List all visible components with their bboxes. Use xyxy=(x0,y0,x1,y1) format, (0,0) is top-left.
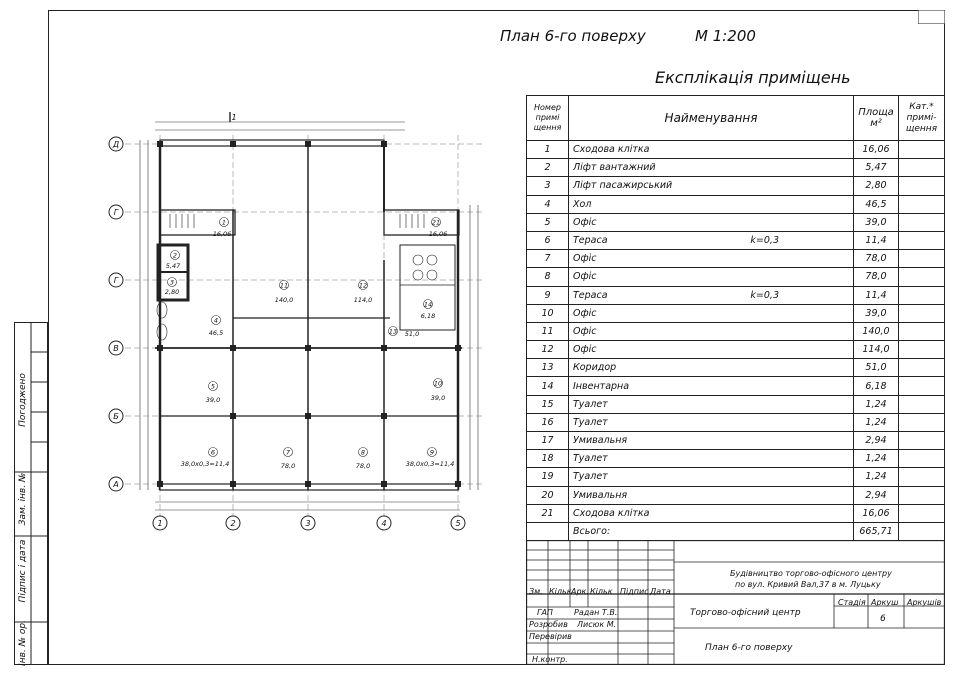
room-category xyxy=(899,377,945,395)
explication-row xyxy=(527,450,945,468)
explication-row xyxy=(527,159,945,177)
explication-row xyxy=(527,468,945,486)
room-name: Офіс xyxy=(569,213,854,231)
total-label: Всього: xyxy=(569,522,854,540)
room-area-3: 2,80 xyxy=(164,288,180,296)
room-area: 39,0 xyxy=(854,304,899,322)
header-category: Кат.* примі- щення xyxy=(899,96,945,141)
room-category xyxy=(899,413,945,431)
room-name: Інвентарна xyxy=(569,377,854,395)
explication-row xyxy=(527,213,945,231)
room-area-4: 46,5 xyxy=(208,329,224,337)
explication-row xyxy=(527,377,945,395)
floor-plan xyxy=(100,110,510,540)
explication-row xyxy=(527,504,945,522)
room-number-6: 6 xyxy=(210,448,216,457)
explication-row xyxy=(527,341,945,359)
total-row xyxy=(527,522,945,540)
room-area-8: 78,0 xyxy=(355,462,371,470)
axis-label-2: 2 xyxy=(230,519,236,528)
room-area: 51,0 xyxy=(854,359,899,377)
room-number: 10 xyxy=(527,304,569,322)
room-area: 78,0 xyxy=(854,250,899,268)
room-area-6: 38,0х0,3=11,4 xyxy=(180,460,230,468)
room-number-1: 1 xyxy=(221,218,227,227)
room-area: 11,4 xyxy=(854,231,899,249)
room-category xyxy=(899,159,945,177)
room-number-10: 10 xyxy=(433,379,443,388)
axis-label-5: 5 xyxy=(455,519,461,528)
header-area: Площа м² xyxy=(854,96,899,141)
room-area-7: 78,0 xyxy=(280,462,296,470)
plan-columns xyxy=(157,141,461,487)
side-replaced-label: Зам. інв. № xyxy=(18,472,28,526)
room-number-5: 5 xyxy=(210,382,216,391)
room-number-11: 11 xyxy=(279,281,289,290)
room-area: 16,06 xyxy=(854,141,899,159)
room-number-21: 21 xyxy=(431,218,441,227)
room-area-1: 16,06 xyxy=(212,230,232,238)
room-name: Туалет xyxy=(569,395,854,413)
room-area: 114,0 xyxy=(854,341,899,359)
object-name: Торгово-офісний центр xyxy=(690,608,801,618)
room-area: 2,80 xyxy=(854,177,899,195)
explication-row xyxy=(527,395,945,413)
room-name: Туалет xyxy=(569,468,854,486)
room-number: 8 xyxy=(527,268,569,286)
room-name: Умивальня xyxy=(569,432,854,450)
room-area: 1,24 xyxy=(854,395,899,413)
room-area-5: 39,0 xyxy=(205,396,221,404)
room-number: 3 xyxy=(527,177,569,195)
room-number: 5 xyxy=(527,213,569,231)
room-area-12: 114,0 xyxy=(353,296,373,304)
col-change: Зм. xyxy=(529,587,543,596)
explication-row xyxy=(527,250,945,268)
room-number: 20 xyxy=(527,486,569,504)
room-area: 2,94 xyxy=(854,432,899,450)
explication-row xyxy=(527,268,945,286)
room-area-10: 39,0 xyxy=(430,394,446,402)
room-number-9: 9 xyxy=(429,448,435,457)
room-number: 14 xyxy=(527,377,569,395)
room-area: 2,94 xyxy=(854,486,899,504)
drawing-scale: М 1:200 xyxy=(695,27,756,45)
room-category xyxy=(899,195,945,213)
axis-label-4: 4 xyxy=(381,519,387,528)
corner-mark xyxy=(918,10,945,24)
header-name: Найменування xyxy=(569,96,854,141)
axis-label-g2: Г xyxy=(113,276,119,285)
axis-label-v: В xyxy=(113,344,119,353)
room-number: 12 xyxy=(527,341,569,359)
room-area: 1,24 xyxy=(854,413,899,431)
plan-walls xyxy=(155,140,462,490)
col-count: Кільк xyxy=(549,587,572,596)
room-category xyxy=(899,213,945,231)
room-number: 15 xyxy=(527,395,569,413)
sheets-label: Аркушів xyxy=(907,598,942,607)
col-doc: Кільк xyxy=(590,587,613,596)
room-name: Сходова клітка xyxy=(569,504,854,522)
section-mark: 1 xyxy=(231,113,237,122)
room-area: 16,06 xyxy=(854,504,899,522)
room-name: Коридор xyxy=(569,359,854,377)
room-category xyxy=(899,141,945,159)
explication-row xyxy=(527,177,945,195)
explication-row xyxy=(527,304,945,322)
room-number-12: 12 xyxy=(358,281,368,290)
explication-row xyxy=(527,286,945,304)
room-name: Офіс xyxy=(569,268,854,286)
room-name: Офіс xyxy=(569,304,854,322)
room-area-2: 5,47 xyxy=(165,262,181,270)
name-developed: Лисюк М. xyxy=(577,620,617,629)
explication-row xyxy=(527,413,945,431)
room-area-13: 51,0 xyxy=(404,330,420,338)
side-agreed-label: Погоджено xyxy=(18,373,28,427)
total-area: 665,71 xyxy=(854,522,899,540)
room-area: 5,47 xyxy=(854,159,899,177)
room-name: Туалет xyxy=(569,450,854,468)
room-number: 2 xyxy=(527,159,569,177)
room-category xyxy=(899,468,945,486)
stage-label: Стадія xyxy=(838,598,866,607)
explication-row xyxy=(527,432,945,450)
col-sign: Підпис xyxy=(620,587,649,596)
room-category xyxy=(899,359,945,377)
room-number: 13 xyxy=(527,359,569,377)
room-category xyxy=(899,268,945,286)
room-category xyxy=(899,341,945,359)
axis-label-g1: Г xyxy=(113,208,119,217)
room-number-3: 3 xyxy=(169,278,175,287)
drawing-title: План 6-го поверху xyxy=(500,27,646,45)
room-name: Офіс xyxy=(569,341,854,359)
room-coefficient: k=0,3 xyxy=(750,289,779,301)
room-category xyxy=(899,322,945,340)
stairs xyxy=(170,214,424,228)
room-number: 21 xyxy=(527,504,569,522)
name-gap: Радан Т.В. xyxy=(574,608,618,617)
axis-label-d: Д xyxy=(112,140,120,149)
project-address: по вул. Кривий Вал,37 в м. Луцьку xyxy=(735,580,881,589)
room-category xyxy=(899,450,945,468)
room-number: 6 xyxy=(527,231,569,249)
room-name: Хол xyxy=(569,195,854,213)
room-name: Ліфт вантажний xyxy=(569,159,854,177)
room-number: 17 xyxy=(527,432,569,450)
room-number: 1 xyxy=(527,141,569,159)
side-inventory-label: Інв. № ор. xyxy=(18,620,28,666)
axis-label-b: Б xyxy=(113,412,119,421)
room-number: 7 xyxy=(527,250,569,268)
room-area-14: 6,18 xyxy=(420,312,436,320)
room-area: 1,24 xyxy=(854,468,899,486)
room-area-9: 38,0х0,3=11,4 xyxy=(405,460,455,468)
room-area-21: 16,06 xyxy=(428,230,448,238)
room-category xyxy=(899,177,945,195)
sheet-number: 6 xyxy=(880,614,886,624)
room-name: Тераса k=0,3 xyxy=(569,286,854,304)
room-number-2: 2 xyxy=(172,251,178,260)
room-category xyxy=(899,250,945,268)
axis-label-3: 3 xyxy=(305,519,311,528)
room-number: 4 xyxy=(527,195,569,213)
room-number: 11 xyxy=(527,322,569,340)
room-area: 78,0 xyxy=(854,268,899,286)
room-number-8: 8 xyxy=(360,448,366,457)
room-coefficient: k=0,3 xyxy=(750,235,779,247)
room-category xyxy=(899,432,945,450)
room-category xyxy=(899,395,945,413)
explication-table xyxy=(526,95,945,541)
room-number-4: 4 xyxy=(213,316,219,325)
room-number: 18 xyxy=(527,450,569,468)
room-name: Тераса k=0,3 xyxy=(569,231,854,249)
room-number: 19 xyxy=(527,468,569,486)
room-category xyxy=(899,504,945,522)
explication-row xyxy=(527,322,945,340)
room-area: 46,5 xyxy=(854,195,899,213)
room-category xyxy=(899,486,945,504)
room-name: Умивальня xyxy=(569,486,854,504)
explication-row xyxy=(527,231,945,249)
room-number: 16 xyxy=(527,413,569,431)
explication-row xyxy=(527,359,945,377)
room-number-7: 7 xyxy=(285,448,291,457)
explication-row xyxy=(527,141,945,159)
role-developed: Розробив xyxy=(529,620,568,629)
explication-title: Експлікація приміщень xyxy=(655,68,851,87)
project-name: Будівництво торгово-офісного центру xyxy=(730,569,892,578)
room-category xyxy=(899,304,945,322)
room-number-14: 14 xyxy=(423,300,433,309)
sheet-label: Аркуш xyxy=(871,598,899,607)
room-category xyxy=(899,286,945,304)
room-name: Офіс xyxy=(569,250,854,268)
room-name: Сходова клітка xyxy=(569,141,854,159)
room-area: 1,24 xyxy=(854,450,899,468)
room-area: 11,4 xyxy=(854,286,899,304)
room-name: Офіс xyxy=(569,322,854,340)
axis-label-1: 1 xyxy=(157,519,163,528)
dimension-lines xyxy=(140,112,478,510)
sheet-title: План 6-го поверху xyxy=(705,643,793,653)
room-number: 9 xyxy=(527,286,569,304)
role-gap: ГАП xyxy=(537,608,553,617)
explication-row xyxy=(527,486,945,504)
room-area: 6,18 xyxy=(854,377,899,395)
room-area: 39,0 xyxy=(854,213,899,231)
col-sheet: Арк. xyxy=(571,587,589,596)
explication-row xyxy=(527,195,945,213)
room-category xyxy=(899,231,945,249)
room-name: Ліфт пасажирський xyxy=(569,177,854,195)
room-area-11: 140,0 xyxy=(274,296,294,304)
room-number-13: 13 xyxy=(388,327,398,336)
header-number: Номер примі щення xyxy=(527,96,569,141)
room-name: Туалет xyxy=(569,413,854,431)
side-signature-label: Підпис і дата xyxy=(18,539,28,603)
role-norm-control: Н.контр. xyxy=(532,655,568,664)
role-checked: Перевірив xyxy=(529,632,572,641)
col-date: Дата xyxy=(650,587,671,596)
axis-label-a: А xyxy=(113,480,119,489)
room-area: 140,0 xyxy=(854,322,899,340)
